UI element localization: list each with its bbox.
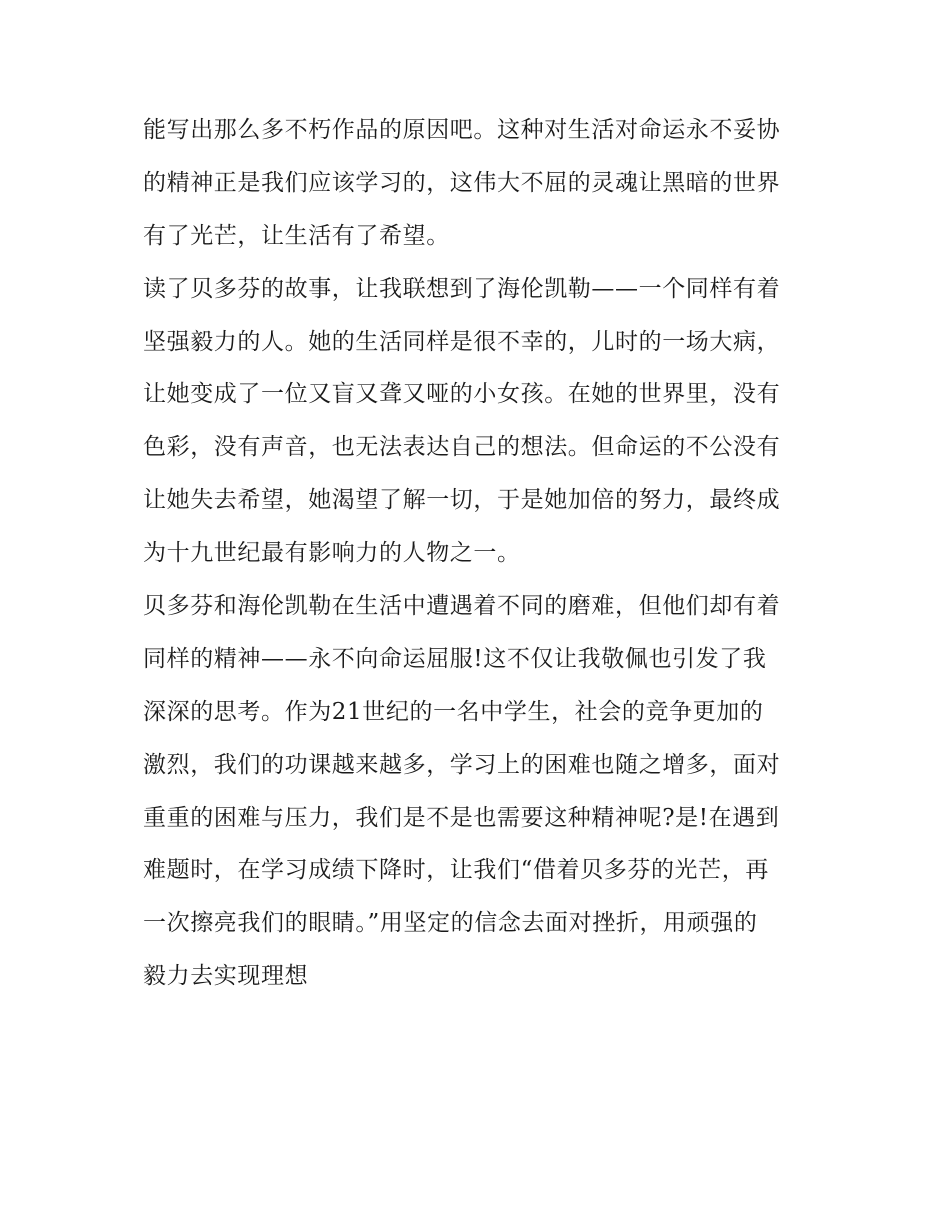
- text-line: 毅力去实现理想: [143, 963, 309, 990]
- text-line: 激烈，我们的功课越来越多，学习上的困难也随之增多，面对: [143, 751, 781, 778]
- text-line: 坚强毅力的人。她的生活同样是很不幸的，儿时的一场大病，: [143, 328, 781, 355]
- text-line: 的精神正是我们应该学习的，这伟大不屈的灵魂让黑暗的世界: [143, 169, 781, 196]
- text-line: 重重的困难与压力，我们是不是也需要这种精神呢?是!在遇到: [143, 804, 780, 831]
- text-line: 让她失去希望，她渴望了解一切，于是她加倍的努力，最终成: [143, 487, 781, 514]
- body-text: [143, 104, 815, 1003]
- text-line: 有了光芒，让生活有了希望。: [143, 222, 450, 249]
- text-line: 色彩，没有声音，也无法表达自己的想法。但命运的不公没有: [143, 434, 781, 461]
- text-line: 深深的思考。作为21世纪的一名中学生，社会的竞争更加的: [143, 698, 764, 725]
- text-line: 为十九世纪最有影响力的人物之一。: [143, 540, 521, 567]
- text-line: 能写出那么多不朽作品的原因吧。这种对生活对命运永不妥协: [143, 117, 781, 143]
- text-line: 一次擦亮我们的眼睛。”用坚定的信念去面对挫折，用顽强的: [143, 910, 758, 937]
- text-line: 难题时，在学习成绩下降时，让我们“借着贝多芬的光芒，再: [143, 857, 769, 884]
- text-line: 同样的精神——永不向命运屈服!这不仅让我敬佩也引发了我: [143, 645, 767, 672]
- text-line: 贝多芬和海伦凯勒在生活中遭遇着不同的磨难，但他们却有着: [143, 593, 781, 620]
- text-line: 让她变成了一位又盲又聋又哑的小女孩。在她的世界里，没有: [143, 381, 781, 408]
- text-line: 读了贝多芬的故事，让我联想到了海伦凯勒——一个同样有着: [143, 275, 781, 302]
